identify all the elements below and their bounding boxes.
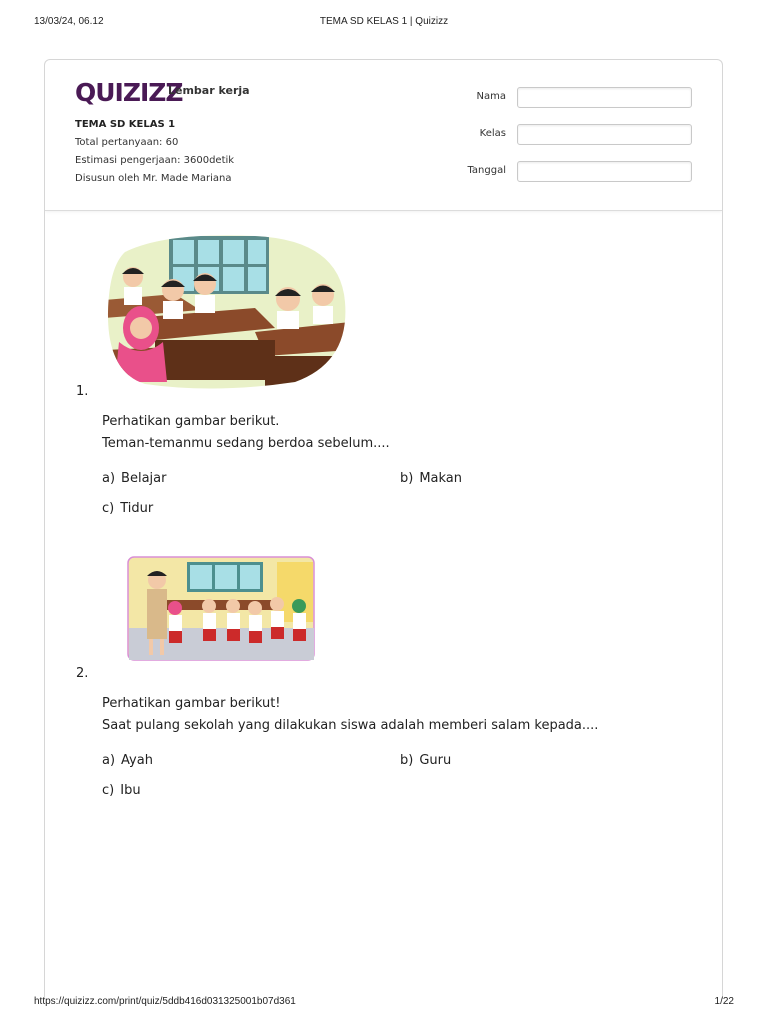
- option-text: Makan: [419, 471, 463, 486]
- name-field[interactable]: [517, 87, 692, 108]
- question-1-image: [105, 232, 350, 390]
- quiz-title: TEMA SD KELAS 1: [75, 119, 176, 130]
- question-1-option-a[interactable]: [102, 471, 166, 486]
- option-letter: b): [400, 753, 414, 768]
- class-field[interactable]: [517, 124, 692, 145]
- date-field[interactable]: [517, 161, 692, 182]
- option-text: Ibu: [120, 783, 141, 798]
- option-text: Ayah: [121, 753, 153, 768]
- question-2-text-line-2: Saat pulang sekolah yang dilakukan siswa adalah memberi salam kepada....: [102, 718, 599, 733]
- print-header: [34, 16, 734, 30]
- date-label: Tanggal: [467, 165, 506, 176]
- estimated-time: Estimasi pengerjaan: 3600detik: [75, 155, 235, 166]
- worksheet-sheet: [44, 59, 723, 999]
- name-label: Nama: [476, 91, 506, 102]
- print-footer: [34, 996, 734, 1010]
- question-2-option-b[interactable]: [400, 753, 451, 768]
- option-letter: b): [400, 471, 414, 486]
- class-label: Kelas: [479, 128, 506, 139]
- print-datetime: 13/03/24, 06.12: [34, 16, 104, 27]
- page-number: 1/22: [714, 996, 734, 1007]
- question-1-option-b[interactable]: [400, 471, 462, 486]
- question-1-option-c[interactable]: [102, 501, 153, 516]
- question-1-text-line-1: Perhatikan gambar berikut.: [102, 414, 280, 429]
- question-2-option-a[interactable]: [102, 753, 153, 768]
- option-letter: c): [102, 783, 115, 798]
- option-letter: a): [102, 471, 116, 486]
- worksheet-header: [45, 60, 722, 211]
- question-1-text-line-2: Teman-temanmu sedang berdoa sebelum....: [102, 436, 390, 451]
- option-text: Tidur: [120, 501, 154, 516]
- total-questions: Total pertanyaan: 60: [75, 137, 179, 148]
- option-letter: a): [102, 753, 116, 768]
- author: Disusun oleh Mr. Made Mariana: [75, 173, 232, 184]
- question-2-image: [127, 556, 317, 662]
- question-2-option-c[interactable]: [102, 783, 141, 798]
- option-letter: c): [102, 501, 115, 516]
- question-2-number: 2.: [76, 666, 89, 681]
- question-1-number: 1.: [76, 384, 89, 399]
- quizizz-logo: QUIZIZZ: [75, 78, 183, 107]
- option-text: Guru: [419, 753, 452, 768]
- worksheet-label: Lembar kerja: [168, 84, 250, 97]
- question-2-text-line-1: Perhatikan gambar berikut!: [102, 696, 281, 711]
- print-title: TEMA SD KELAS 1 | Quizizz: [319, 16, 449, 27]
- option-text: Belajar: [121, 471, 167, 486]
- print-url: https://quizizz.com/print/quiz/5ddb416d031325001b07d361: [34, 996, 296, 1007]
